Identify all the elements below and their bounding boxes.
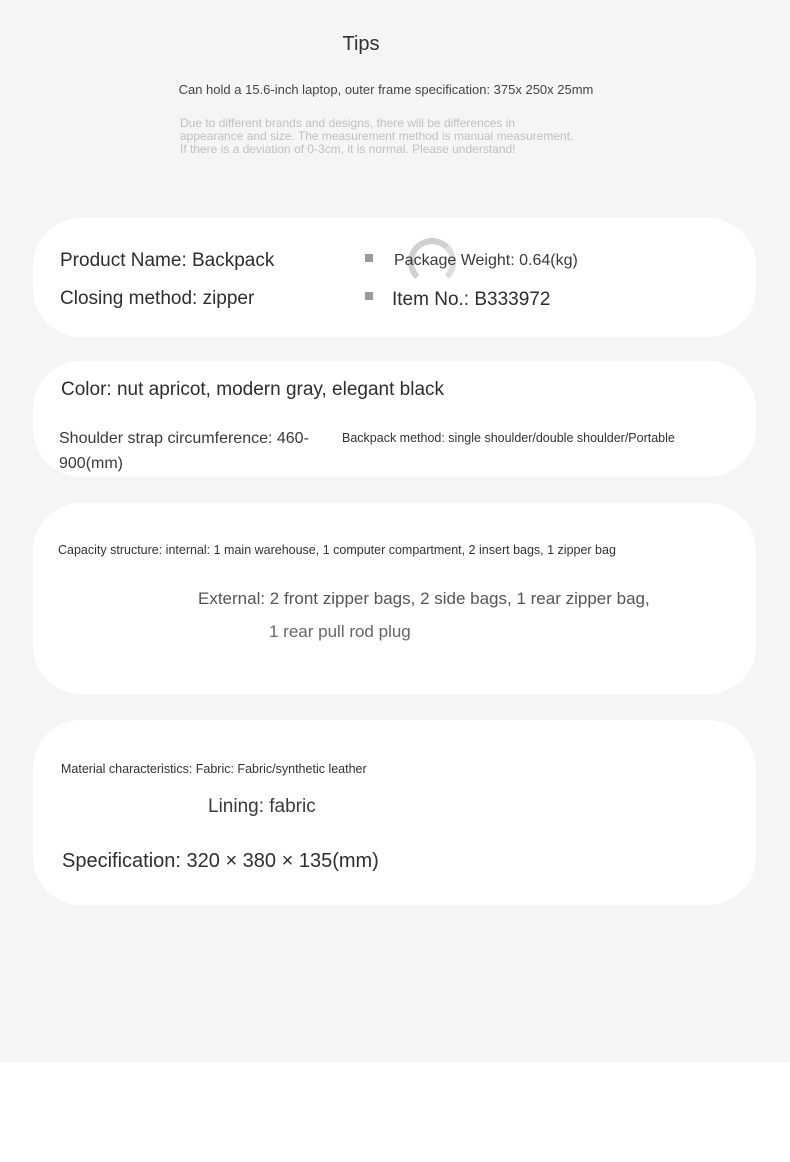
square-bullet-icon	[365, 292, 373, 300]
external-pockets-line: 1 rear pull rod plug	[269, 622, 411, 641]
tips-title: Tips	[342, 33, 380, 55]
item-number: Item No.: B333972	[392, 289, 551, 310]
tips-note-line: Due to different brands and designs, there will be differences in	[180, 116, 516, 130]
shoulder-strap-circumference: Shoulder strap circumference: 460-900(mm)	[59, 430, 309, 472]
square-bullet-icon	[365, 254, 373, 262]
tips-capacity-line: Can hold a 15.6-inch laptop, outer frame specification: 375x 250x 25mm	[178, 82, 594, 97]
lining: Lining: fabric	[208, 796, 316, 817]
material-characteristics: Material characteristics: Fabric: Fabric/synthetic leather	[61, 762, 367, 776]
external-pockets-line: External: 2 front zipper bags, 2 side bags, 1 rear zipper bag,	[198, 589, 650, 608]
tips-note-line: If there is a deviation of 0-3cm, it is normal. Please understand!	[180, 142, 516, 156]
color-options: Color: nut apricot, modern gray, elegant black	[61, 379, 445, 400]
package-weight: Package Weight: 0.64(kg)	[394, 252, 578, 269]
tips-note	[180, 117, 640, 156]
material-card	[33, 720, 756, 905]
tips-note-line: appearance and size. The measurement method is manual measurement.	[180, 129, 574, 143]
product-name: Product Name: Backpack	[60, 250, 275, 271]
closing-method: Closing method: zipper	[60, 288, 255, 309]
specification: Specification: 320 × 380 × 135(mm)	[62, 850, 379, 872]
backpack-method: Backpack method: single shoulder/double shoulder/Portable	[342, 431, 675, 445]
basic-info-card	[33, 218, 756, 337]
capacity-structure: Capacity structure: internal: 1 main warehouse, 1 computer compartment, 2 insert bags, 1 zipper bag	[58, 543, 616, 557]
